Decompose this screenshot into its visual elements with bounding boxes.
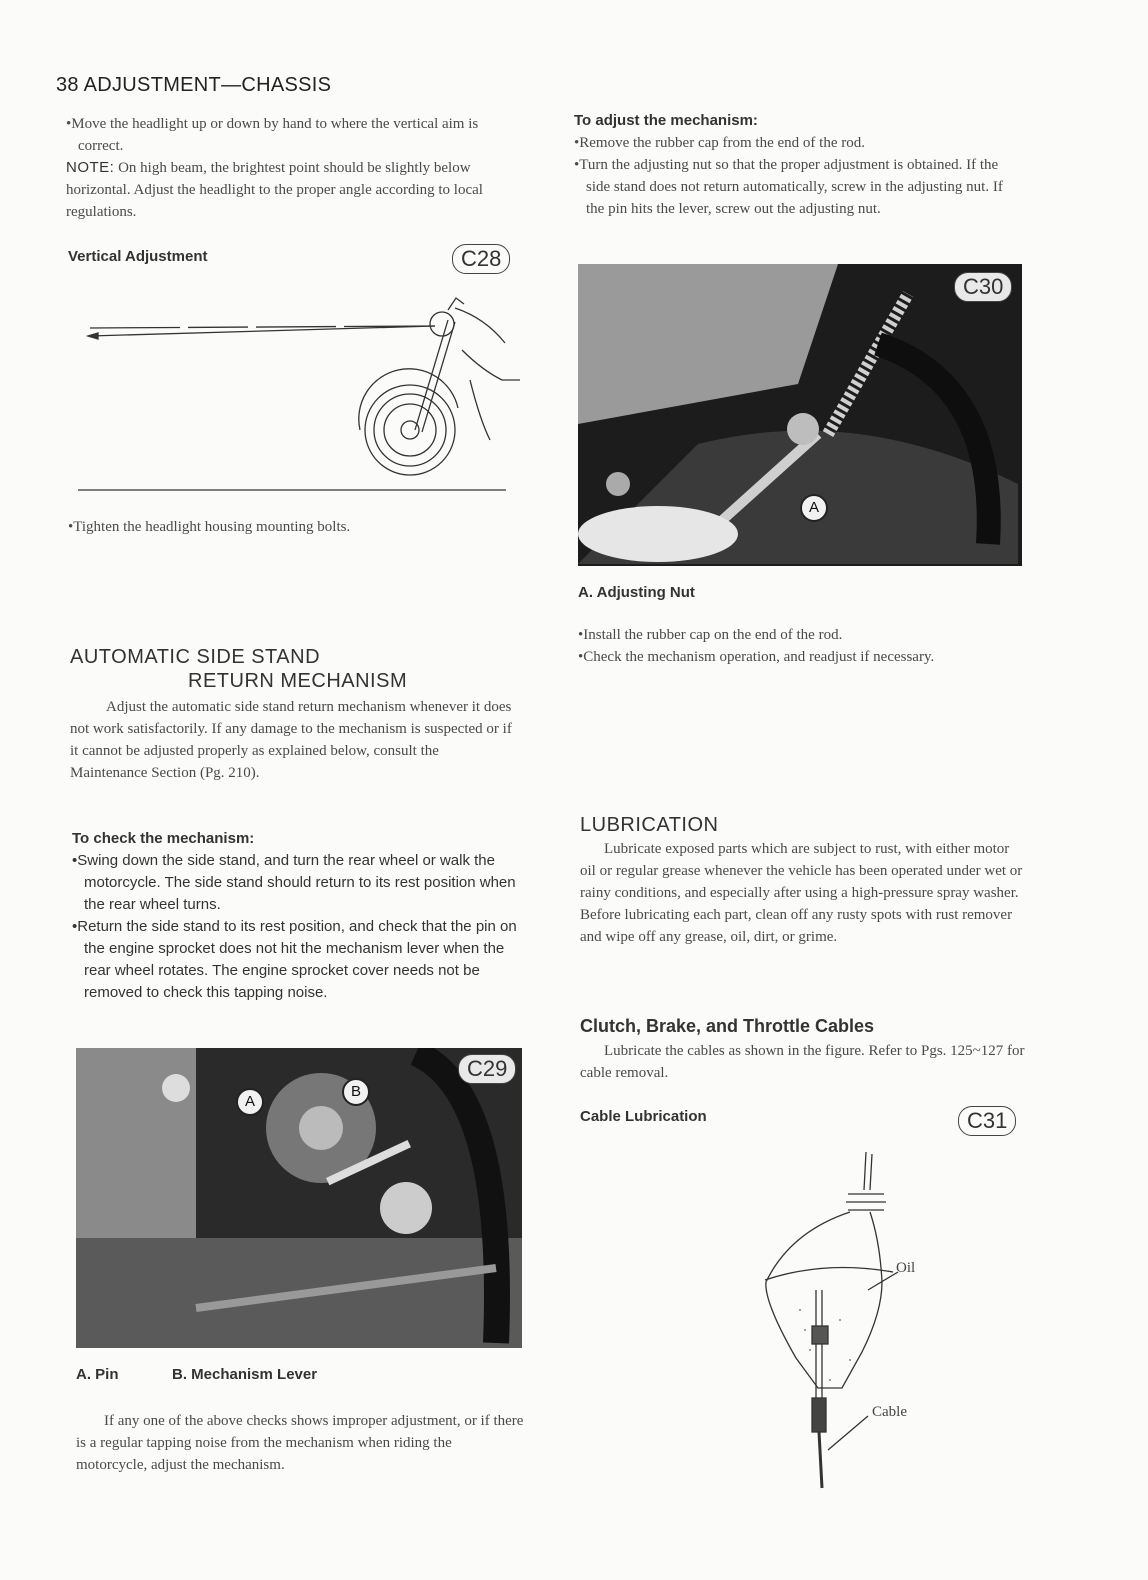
- fig4-label-cable: Cable: [872, 1404, 907, 1420]
- fig4-label-oil: Oil: [896, 1260, 916, 1276]
- check-heading: To check the mechanism:: [72, 830, 255, 847]
- fig1-caption: Vertical Adjustment: [68, 248, 208, 265]
- adjust-list: [574, 132, 1024, 220]
- sprocket-photo-art: [76, 1048, 522, 1348]
- adjusting-nut-photo: [578, 264, 1022, 566]
- fig3-label: A. Adjusting Nut: [578, 584, 695, 601]
- note-text: On high beam, the brightest point should be slightly below horizontal. Adjust the headlight to the proper angle according to local regulations.: [66, 160, 483, 220]
- page-number: 38: [56, 74, 79, 96]
- fig1-badge: C28: [452, 244, 510, 274]
- sprocket-photo: [76, 1048, 522, 1348]
- lubrication-paragraph: Lubricate exposed parts which are subject to rust, with either motor oil or regular grease whenever the vehicle has been operated under wet or rainy conditions, and especially after using a high-pressure spray washer. Before lubricating each part, clean off any rusty spots with rust remover and wipe off any grease, oil, dirt, or grime.: [580, 841, 1023, 945]
- page-title: ADJUSTMENT—CHASSIS: [83, 74, 332, 96]
- section-title-line1: AUTOMATIC SIDE STAND: [70, 646, 321, 668]
- fig2-label-a: A. Pin: [76, 1366, 119, 1383]
- check-bullet-2: •Return the side stand to its rest position, and check that the pin on the engine sprocket does not hit the mechanism lever when the rear wheel rotates. The engine sprocket cover needs not be removed to check this tapping noise.: [72, 918, 517, 1001]
- adjusting-nut-photo-art: [578, 264, 1022, 566]
- fig4-badge: C31: [958, 1106, 1016, 1136]
- fig2-badge: C29: [458, 1054, 516, 1084]
- vertical-adjustment-diagram: [70, 280, 520, 495]
- adjust-heading: To adjust the mechanism:: [574, 112, 758, 129]
- after-bullet-2: •Check the mechanism operation, and readjust if necessary.: [578, 649, 935, 665]
- adjust-bullet-1: •Remove the rubber cap from the end of the rod.: [574, 135, 865, 151]
- note-label: NOTE:: [66, 159, 115, 176]
- fig2-callout-b: B: [342, 1078, 370, 1106]
- fig2-callout-a: A: [236, 1088, 264, 1116]
- after-bullet-1: •Install the rubber cap on the end of the rod.: [578, 627, 843, 643]
- section-paragraph: Adjust the automatic side stand return mechanism whenever it does not work satisfactorily. If any damage to the mechanism is suspected or if it cannot be adjusted properly as explained below, consult the Maintenance Section (Pg. 210).: [70, 699, 512, 781]
- intro-block: [66, 113, 518, 223]
- cables-heading: Clutch, Brake, and Throttle Cables: [580, 1016, 875, 1036]
- lubrication-heading: LUBRICATION: [580, 814, 719, 836]
- cables-paragraph: Lubricate the cables as shown in the figure. Refer to Pgs. 125~127 for cable removal.: [580, 1043, 1025, 1081]
- fig3-callout-a: A: [800, 494, 828, 522]
- fig4-caption: Cable Lubrication: [580, 1108, 707, 1125]
- tighten-bullet: •Tighten the headlight housing mounting bolts.: [68, 519, 351, 535]
- closing-paragraph: If any one of the above checks shows improper adjustment, or if there is a regular tapping noise from the mechanism when riding the motorcycle, adjust the mechanism.: [76, 1413, 524, 1473]
- adjust-bullet-2: •Turn the adjusting nut so that the proper adjustment is obtained. If the side stand does not return automatically, screw in the adjusting nut. If the pin hits the lever, screw out the adjusting nut.: [574, 157, 1003, 217]
- section-title-line2: RETURN MECHANISM: [188, 670, 408, 692]
- check-bullet-1: •Swing down the side stand, and turn the rear wheel or walk the motorcycle. The side stand should return to its rest position when the rear wheel turns.: [72, 852, 516, 913]
- page-header: [56, 74, 331, 97]
- fig3-badge: C30: [954, 272, 1012, 302]
- intro-bullet: •Move the headlight up or down by hand to where the vertical aim is correct.: [66, 116, 479, 154]
- after-list: [578, 624, 1026, 668]
- check-list: [72, 850, 520, 1004]
- fig2-label-b: B. Mechanism Lever: [172, 1366, 318, 1383]
- cable-lubrication-diagram: [740, 1150, 940, 1490]
